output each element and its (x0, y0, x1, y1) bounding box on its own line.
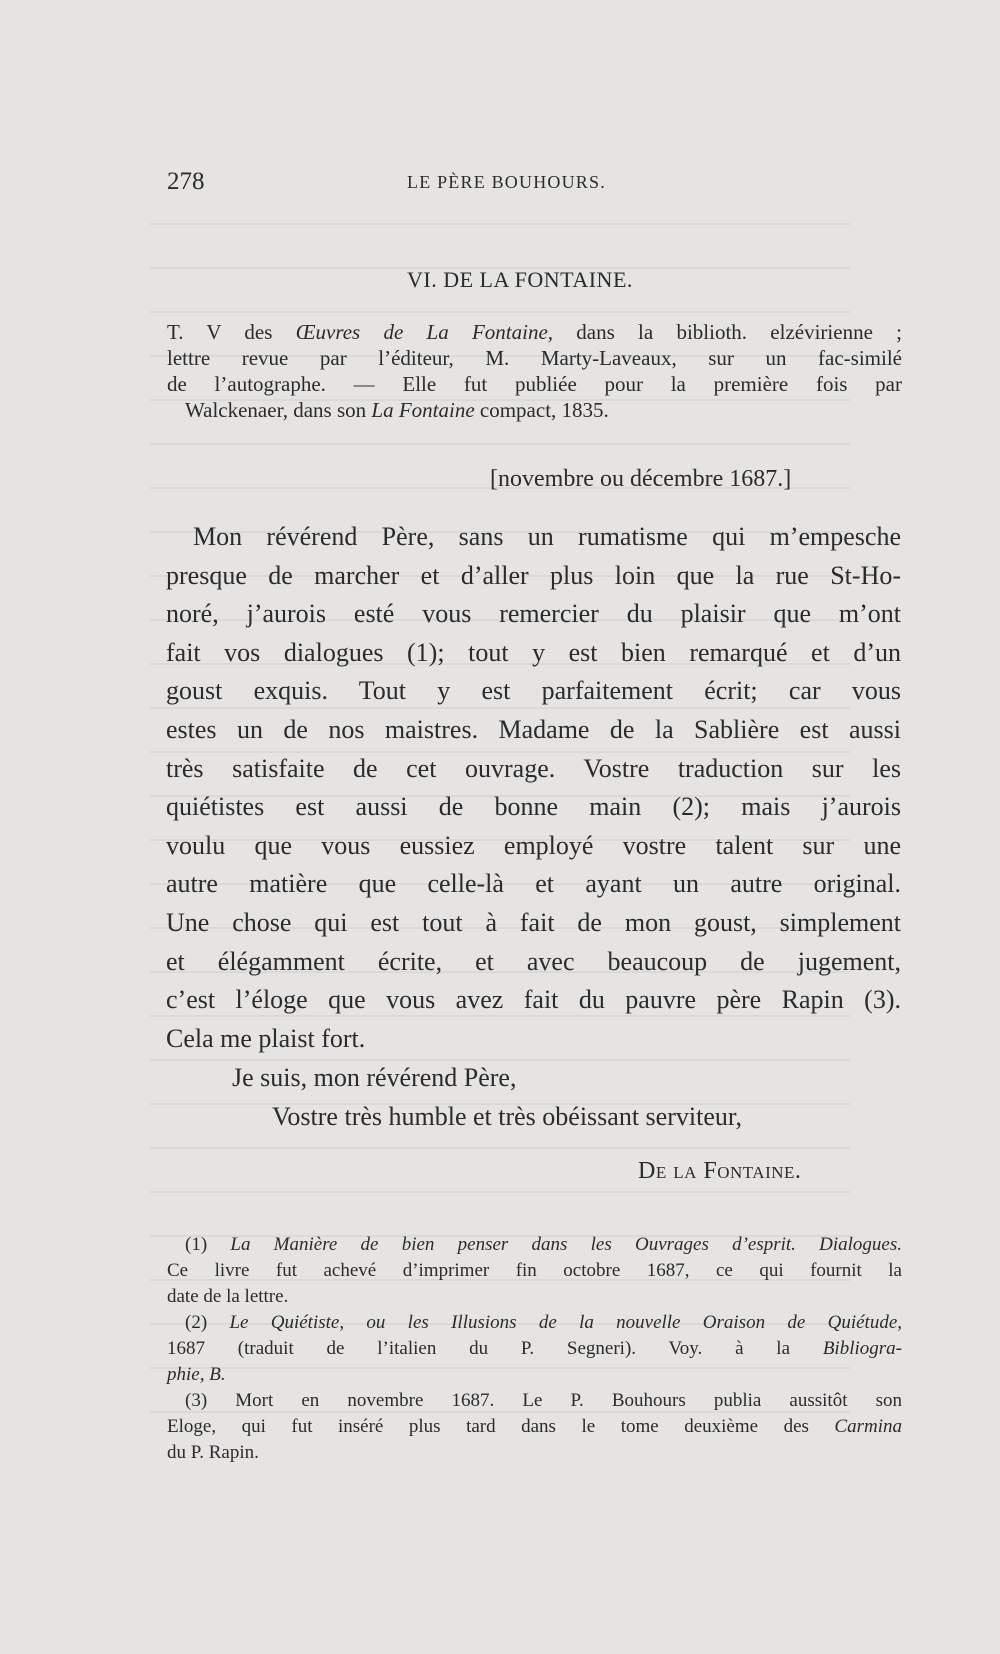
letter-line: très satisfaite de cet ouvrage. Vostre traduction sur les (166, 753, 901, 783)
footnote-line (167, 1336, 902, 1362)
letter-line: autre matière que celle-là et ayant un autre original. (166, 869, 901, 899)
source-note-text: compact, 1835. (474, 398, 609, 422)
footnote-line (167, 1232, 902, 1258)
source-note-line: lettre revue par l’éditeur, M. Marty-Laveaux, sur un fac-similé (167, 346, 902, 370)
source-note-text: dans la biblioth. elzévirienne ; (553, 320, 902, 344)
footnotes (167, 1232, 902, 1466)
letter-line: noré, j’aurois esté vous remercier du plaisir que m’ont (166, 599, 901, 629)
letter-line: quiétistes est aussi de bonne main (2); mais j’aurois (166, 792, 901, 822)
footnote-number: (1) (185, 1234, 231, 1255)
footnote-line: date de la lettre. (167, 1286, 289, 1307)
footnote-line (167, 1414, 902, 1440)
footnote-text: Eloge, qui fut inséré plus tard dans le tome deuxième des (167, 1416, 835, 1437)
letter-line: et élégamment écrite, et avec beaucoup de jugement, (166, 946, 901, 976)
letter-line: Mon révérend Père, sans un rumatisme qui m’empesche (193, 522, 901, 551)
letter-line: presque de marcher et d’aller plus loin que la rue St-Ho- (166, 560, 901, 590)
letter-line: c’est l’éloge que vous avez fait du pauvre père Rapin (3). (166, 985, 901, 1015)
footnote-line: Ce livre fut achevé d’imprimer fin octobre 1687, ce qui fournit la (167, 1260, 902, 1281)
footnote-work-title: Le Quiétiste, ou les Illusions de la nouvelle Oraison de Quiétude, (229, 1312, 902, 1333)
source-note-line (167, 397, 902, 423)
footnote-line (167, 1388, 902, 1414)
footnote-line: phie, B. (167, 1364, 226, 1385)
footnote-work-title: La Manière de bien penser dans les Ouvrages d’esprit. Dialogues. (230, 1234, 903, 1255)
letter-line: Cela me plaist fort. (166, 1023, 366, 1053)
running-head (167, 168, 902, 208)
footnote-1 (167, 1232, 902, 1310)
running-title: LE PÈRE BOUHOURS. (407, 172, 606, 192)
letter-signature: De la Fontaine. (638, 1158, 802, 1184)
source-note-line (167, 319, 902, 345)
page-number: 278 (167, 168, 205, 195)
footnote-line: du P. Rapin. (167, 1442, 259, 1463)
footnote-3 (167, 1388, 902, 1466)
source-note-work-title: La Fontaine (371, 398, 475, 422)
letter-body (166, 518, 901, 1058)
letter-line: voulu que vous eussiez employé vostre talent sur une (166, 830, 901, 860)
source-note-work-title: Œuvres de La Fontaine, (295, 320, 554, 344)
letter-line: estes un de nos maistres. Madame de la Sablière est aussi (166, 714, 901, 744)
section-title: VI. DE LA FONTAINE. (407, 267, 633, 292)
footnote-text: Mort en novembre 1687. Le P. Bouhours publia aussitôt son (235, 1390, 902, 1411)
footnote-work-title: Carmina (834, 1416, 902, 1437)
source-note (167, 319, 902, 423)
letter-line: fait vos dialogues (1); tout y est bien remarqué et d’un (166, 637, 901, 667)
footnote-2 (167, 1310, 902, 1388)
footnote-text: 1687 (traduit de l’italien du P. Segneri). Voy. à la (167, 1338, 823, 1359)
letter-date: [novembre ou décembre 1687.] (490, 466, 792, 492)
footnote-number: (3) (185, 1390, 236, 1411)
source-note-text: T. V des (167, 320, 296, 344)
letter-line: Une chose qui est tout à fait de mon goust, simplement (166, 907, 901, 937)
footnote-number: (2) (185, 1312, 230, 1333)
letter-closing-formula: Vostre très humble et très obéissant serviteur, (272, 1102, 742, 1131)
letter-line: goust exquis. Tout y est parfaitement écrit; car vous (166, 676, 901, 706)
source-note-text: Walckenaer, dans son (185, 398, 372, 422)
letter-closing: Je suis, mon révérend Père, (232, 1063, 517, 1092)
source-note-line: de l’autographe. — Elle fut publiée pour la première fois par (167, 372, 902, 396)
footnote-line (167, 1310, 902, 1336)
footnote-work-title: Bibliogra- (822, 1338, 902, 1359)
